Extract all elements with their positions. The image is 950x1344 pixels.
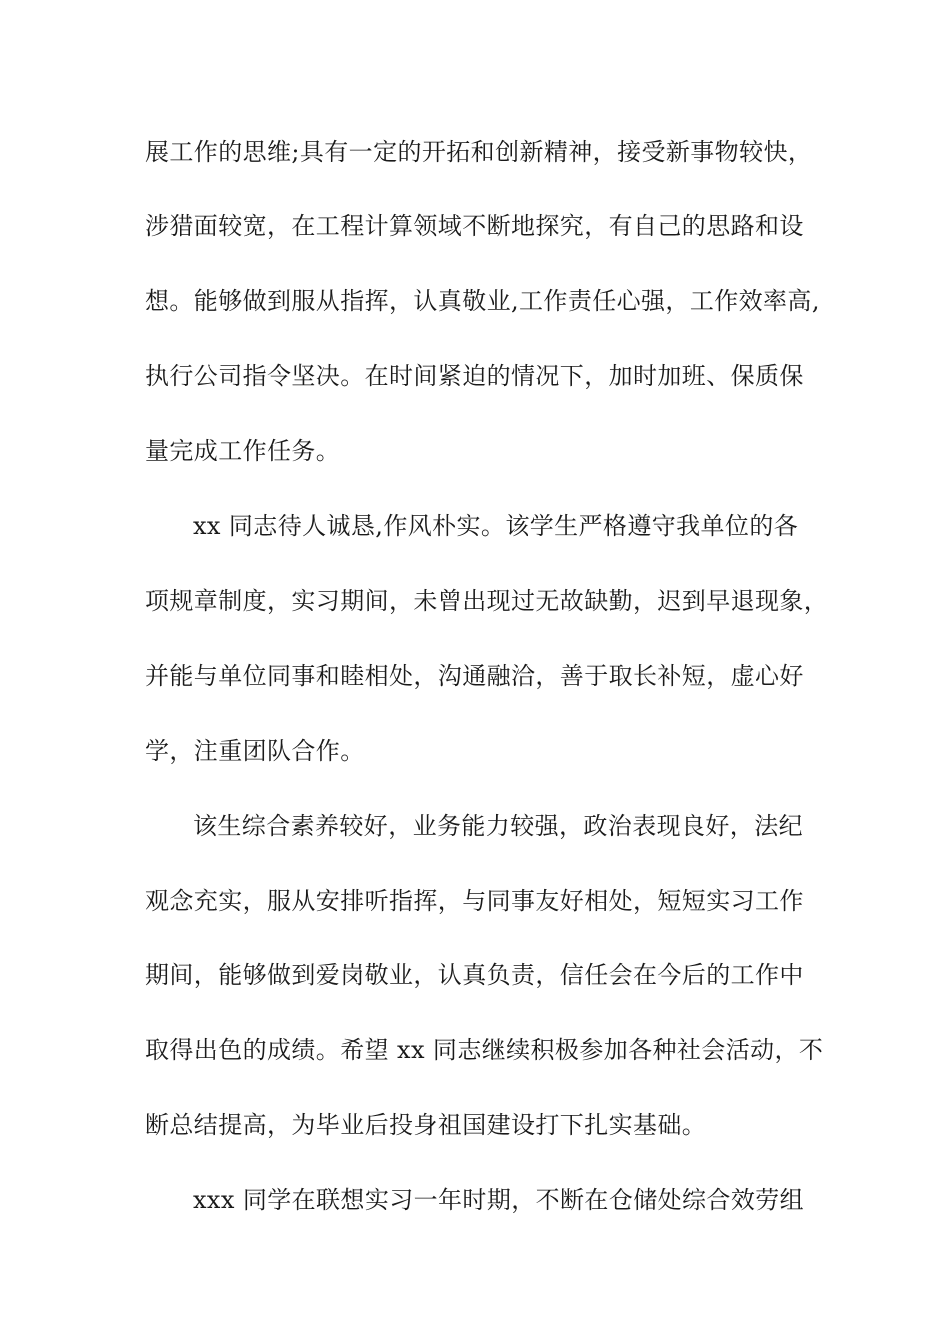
text-line: 涉猎面较宽，在工程计算领域不断地探究，有自己的思路和设 (145, 212, 804, 240)
text-line: 想。能够做到服从指挥，认真敬业,工作责任心强，工作效率高, (145, 287, 820, 315)
text-line: 展工作的思维;具有一定的开拓和创新精神，接受新事物较快， (145, 138, 813, 166)
text-line: 取得出色的成绩。希望 xx 同志继续积极参加各种社会活动，不 (145, 1036, 824, 1064)
text-line: 断总结提高，为毕业后投身祖国建设打下扎实基础。 (145, 1111, 707, 1139)
paragraph-first-line: xx 同志待人诚恳,作风朴实。该学生严格遵守我单位的各 (193, 512, 799, 540)
paragraph-first-line: xxx 同学在联想实习一年时期，不断在仓储处综合效劳组 (193, 1186, 805, 1214)
text-line: 量完成工作任务。 (145, 437, 341, 465)
text-line: 执行公司指令坚决。在时间紧迫的情况下，加时加班、保质保 (145, 362, 804, 390)
paragraph-first-line: 该生综合素养较好，业务能力较强，政治表现良好，法纪 (193, 812, 803, 840)
text-line: 期间，能够做到爱岗敬业，认真负责，信任会在今后的工作中 (145, 961, 804, 989)
text-line: 学，注重团队合作。 (145, 737, 365, 765)
text-line: 并能与单位同事和睦相处，沟通融洽，善于取长补短，虚心好 (145, 662, 804, 690)
text-line: 项规章制度，实习期间，未曾出现过无故缺勤，迟到早退现象， (145, 587, 829, 615)
text-line: 观念充实，服从安排听指挥，与同事友好相处，短短实习工作 (145, 887, 804, 915)
